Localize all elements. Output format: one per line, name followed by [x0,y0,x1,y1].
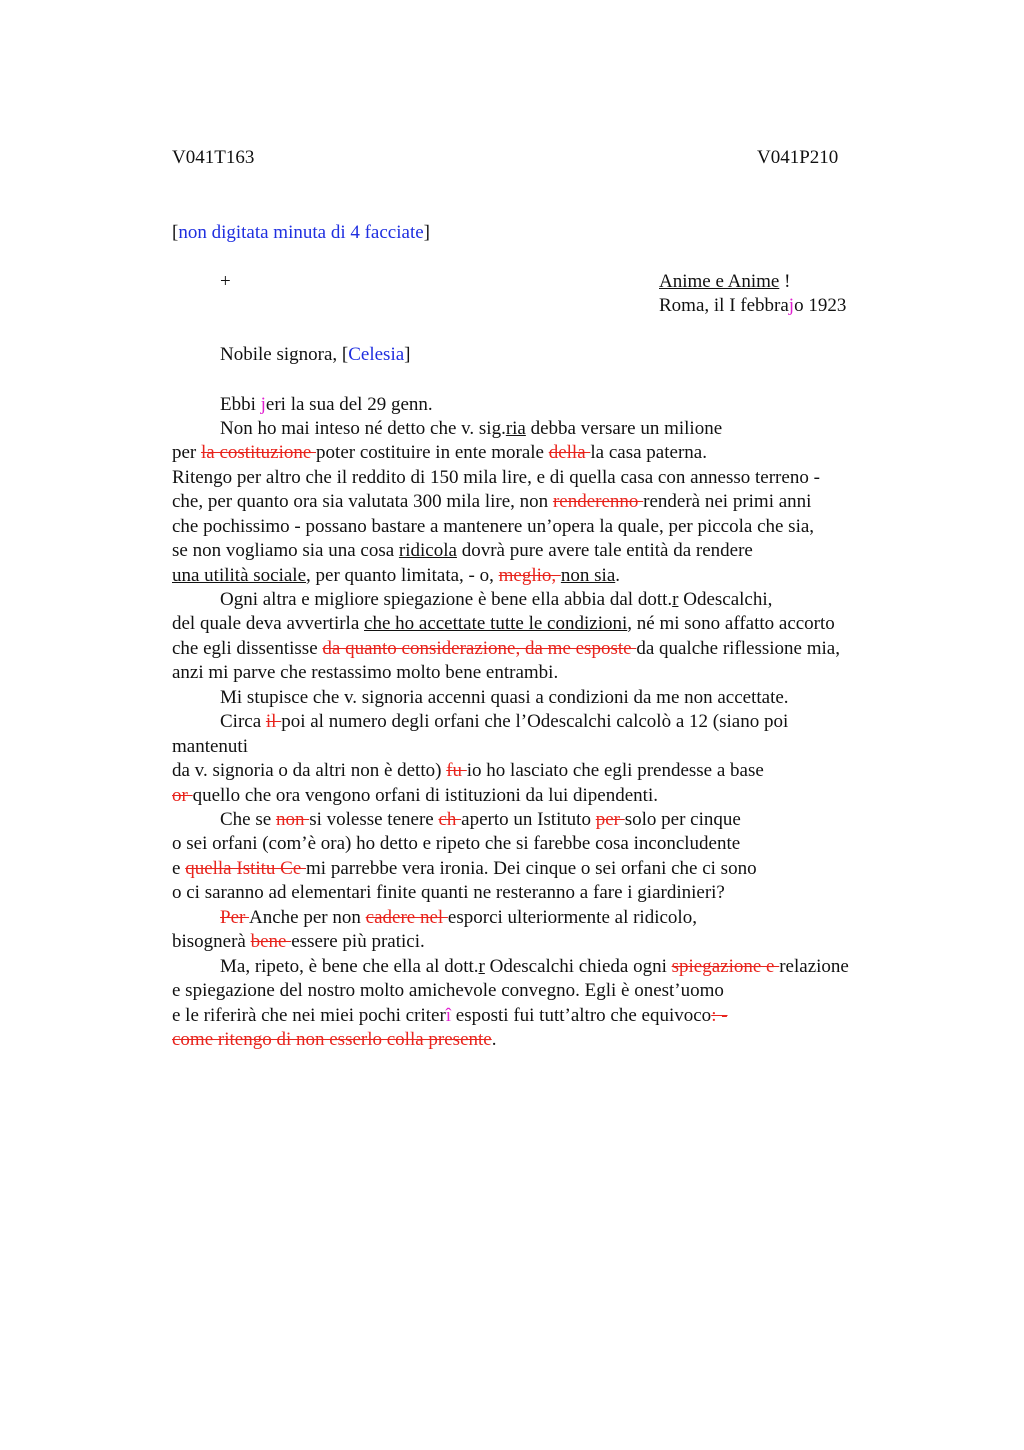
underlined-text: una utilità sociale [172,565,307,586]
deleted-text: meglio, [498,565,561,586]
body-line [220,808,741,832]
underlined-text: che ho accettate tutte le condizioni [364,613,628,634]
deleted-text: or [172,785,193,806]
body-line [172,637,840,661]
text-fragment: poter costituire in ente morale [316,442,549,463]
document-code-right: V041P210 [757,147,839,168]
body-line [220,588,772,612]
body-line: o sei orfani (com’è ora) ho detto e ripeto che si farebbe cosa inconcludente [172,833,741,854]
text-fragment: che egli dissentisse [172,638,323,659]
text-fragment: aperto un Istituto [461,809,596,830]
deleted-text: bene [250,931,292,952]
deleted-text: renderenno [552,491,644,512]
underlined-text: non sia [560,565,616,586]
body-line [220,710,788,734]
text-fragment: essere più pratici. [291,931,425,952]
text-fragment: bisognerà [172,931,251,952]
text-fragment: io ho lasciato che egli prendesse a base [466,760,764,781]
date-line [659,295,846,317]
text-fragment: poi al numero degli orfani che l’Odescalchi calcolò a 12 (siano poi [281,711,789,732]
body-line [172,857,757,881]
body-line: Ritengo per altro che il reddito di 150 mila lire, e di quella casa con annesso terreno - [172,467,820,488]
text-fragment: che, per quanto ora sia valutata 300 mila lire, non [172,491,553,512]
text-fragment: e [172,858,186,879]
text-fragment: debba versare un milione [525,418,723,439]
body-line: che pochissimo - possano bastare a mantenere un’opera la quale, per piccola che sia, [172,516,815,537]
text-fragment: Odescalchi chieda ogni [484,956,672,977]
date-part: Roma, il I febbra [659,295,789,316]
text-fragment: da v. signoria o da altri non è detto) [172,760,447,781]
body-line [172,539,753,563]
recipient-name: Celesia [348,344,405,365]
text-fragment: , né mi sono affatto accorto [627,613,835,634]
text-fragment: Non ho mai inteso né detto che v. sig. [220,418,506,439]
body-line: e spiegazione del nostro molto amichevole convegno. Egli è onest’uomo [172,980,724,1001]
body-line: o ci saranno ad elementari finite quanti ne resteranno a fare i giardinieri? [172,882,725,903]
deleted-text: fu [446,760,467,781]
underlined-text: ria [505,418,526,439]
text-fragment: Ma, ripeto, è bene che ella al dott. [220,956,479,977]
text-fragment: Odescalchi, [678,589,773,610]
body-line [172,612,835,636]
deleted-text: la costituzione [201,442,317,463]
text-fragment: esposti fui tutt’altro che equivoco [451,1005,712,1026]
text-fragment: relazione [779,956,849,977]
text-fragment: Circa [220,711,266,732]
body-line [220,393,433,417]
deleted-text: come ritengo di non esserlo colla presente [172,1029,492,1050]
text-fragment: del quale deva avvertirla [172,613,365,634]
note-text: non digitata minuta di 4 facciate [178,222,424,243]
body-line [172,1028,496,1052]
deleted-text: : - [711,1005,728,1026]
body-line: anzi mi parve che restassimo molto bene entrambi. [172,662,559,683]
text-fragment: solo per cinque [624,809,741,830]
salutation-close-bracket: ] [404,344,411,365]
body-line [172,1004,728,1028]
cross-symbol: + [220,271,231,292]
correction-mark: j [260,394,266,415]
body-line [172,930,425,954]
text-fragment: per [172,442,202,463]
motto-mark: ! [779,271,791,292]
deleted-text: il [265,711,282,732]
text-fragment: Ogni altra e migliore spiegazione è bene ella abbia dal dott. [220,589,673,610]
editorial-note [172,222,430,244]
text-fragment: esporci ulteriormente al ridicolo, [447,907,697,928]
body-line [172,784,658,808]
text-fragment: Che se [220,809,276,830]
body-line: Mi stupisce che v. signoria accenni quasi a condizioni da me non accettate. [220,687,789,708]
text-fragment: quello che ora vengono orfani di istituzioni da lui dipendenti. [192,785,658,806]
text-fragment: Anche per non [249,907,366,928]
text-fragment: . [491,1029,497,1050]
correction-mark: î [445,1005,452,1026]
deleted-text: da quanto considerazione, da me esposte [322,638,637,659]
deleted-text: della [548,442,591,463]
salutation-text: Nobile signora, [220,344,342,365]
underlined-text: r [478,956,485,977]
text-fragment: eri la sua del 29 genn. [265,394,433,415]
deleted-text: spiegazione e [671,956,780,977]
text-fragment: Ebbi [220,394,261,415]
text-fragment: si volesse tenere [309,809,439,830]
body-line [172,564,620,588]
body-line [172,490,811,514]
deleted-text: cadere nel [365,907,448,928]
text-fragment: da qualche riflessione mia, [636,638,840,659]
deleted-text: quella Istitu Ce [185,858,307,879]
deleted-text: per [595,809,625,830]
deleted-text: Per [220,907,250,928]
note-open-bracket: [ [172,222,179,243]
text-fragment: mi parrebbe vera ironia. Dei cinque o sei orfani che ci sono [306,858,757,879]
text-fragment: renderà nei primi anni [643,491,812,512]
date-part: o 1923 [794,295,847,316]
underlined-text: ridicola [398,540,457,561]
body-line [220,906,697,930]
text-fragment: la casa paterna. [590,442,707,463]
deleted-text: non [275,809,310,830]
salutation-open-bracket: [ [341,344,349,365]
document-code-left: V041T163 [172,147,255,168]
body-line: mantenuti [172,736,248,757]
deleted-text: ch [438,809,462,830]
body-line [220,955,849,979]
body-line [172,759,764,783]
text-fragment: dovrà pure avere tale entità da rendere [456,540,753,561]
salutation [220,344,411,366]
text-fragment: , per quanto limitata, - o, [306,565,499,586]
text-fragment: e le riferirà che nei miei pochi criter [172,1005,446,1026]
date-correction: j [788,295,795,316]
body-line [220,417,722,441]
text-fragment: . [615,565,620,586]
motto-text: Anime e Anime [659,271,780,292]
text-fragment: se non vogliamo sia una cosa [172,540,399,561]
underlined-text: r [672,589,679,610]
body-line [172,441,707,465]
note-close-bracket: ] [423,222,430,243]
motto [659,271,790,293]
